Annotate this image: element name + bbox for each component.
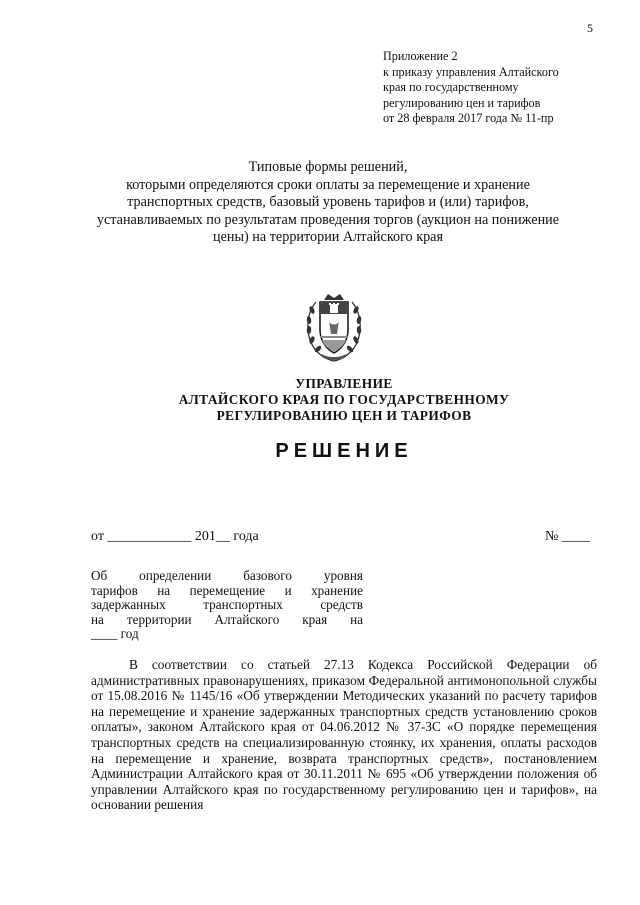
decision-number-line: № ____ — [545, 529, 590, 544]
title-line: которыми определяются сроки оплаты за перемещение и хранение — [126, 176, 530, 193]
body-paragraph-text: В соответствии со статьей 27.13 Кодекса Российской Федерации об административных правонарушениях, приказом Федеральной антимонопольной службы от 15.08.2016 № 1145/16 «Об утверждении Методических указаний по расчету тарифов на перемещение и хранение задержанных транспортных средств установлению сроков оплаты», законом Алтайского края от 04.06.2012 № 37-ЗС «О порядке перемещения транспортных средств на специализированную стоянку, их хранения, оплаты расходов на перемещение и хранение, возврата транспортных средств», постановлением Администрации Алтайского края от 30.11.2011 № 695 «Об утверждении положения об управлении Алтайского края по государственному регулированию цен и тарифов», на основании решения — [91, 657, 597, 813]
title-line: транспортных средств, базовый уровень тарифов и (или) тарифов, — [127, 194, 529, 210]
page-number: 5 — [587, 21, 593, 35]
organization-line: УПРАВЛЕНИЕ — [295, 376, 393, 391]
decision-subject — [91, 569, 363, 642]
body-paragraph — [91, 657, 597, 813]
title-line: Типовые формы решений, — [248, 159, 408, 175]
title-line: устанавливаемых по результатам проведения торгов (аукцион на понижение — [96, 211, 560, 228]
decision-date-line: от ____________ 201__ года — [91, 529, 259, 544]
title-line: цены) на территории Алтайского края — [213, 229, 443, 245]
appendix-line: регулированию цен и тарифов — [383, 95, 541, 110]
appendix-line: от 28 февраля 2017 года № 11-пр — [383, 111, 554, 126]
subject-line: задержанных транспортных средств — [91, 597, 363, 613]
coat-of-arms-icon — [302, 290, 366, 364]
appendix-block — [383, 49, 559, 127]
organization-line: РЕГУЛИРОВАНИЮ ЦЕН И ТАРИФОВ — [216, 408, 472, 423]
appendix-line: Приложение 2 — [383, 49, 458, 63]
appendix-line: к приказу управления Алтайского — [383, 64, 559, 79]
subject-line: ____ год — [91, 626, 139, 642]
decision-heading: РЕШЕНИЕ — [275, 440, 413, 462]
subject-line: тарифов на перемещение и хранение — [91, 582, 363, 598]
document-title — [60, 159, 596, 247]
organization-line: АЛТАЙСКОГО КРАЯ ПО ГОСУДАРСТВЕННОМУ — [178, 392, 510, 407]
subject-line: на территории Алтайского края на — [91, 611, 363, 627]
subject-line: Об определении базового уровня — [91, 568, 363, 583]
appendix-line: края по государственному — [383, 80, 519, 95]
organization-name — [60, 376, 628, 424]
